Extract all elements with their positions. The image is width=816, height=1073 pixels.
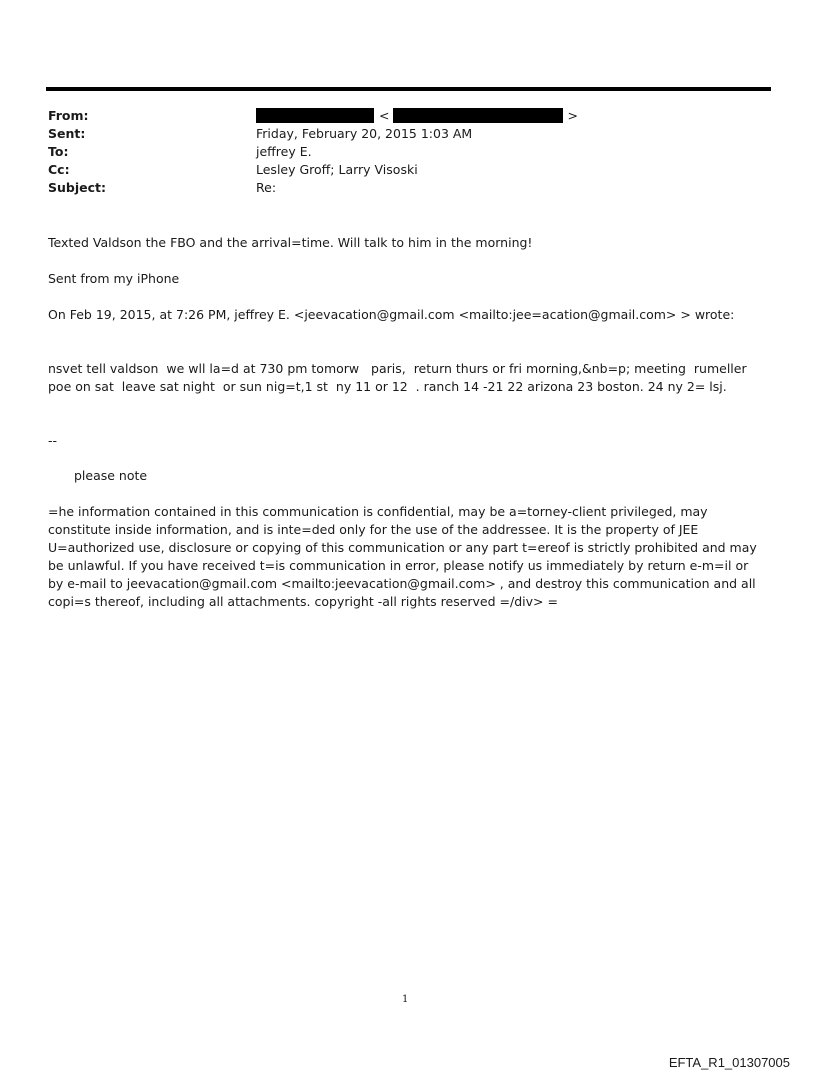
from-label: From: <box>48 108 89 123</box>
from-row <box>48 107 768 125</box>
please-note: please note <box>74 468 148 483</box>
sent-value: Friday, February 20, 2015 1:03 AM <box>256 126 473 141</box>
subject-value: Re: <box>256 180 277 195</box>
cc-label: Cc: <box>48 162 70 177</box>
cc-value: Lesley Groff; Larry Visoski <box>256 162 418 177</box>
sent-row <box>48 125 768 143</box>
cc-row <box>48 161 768 179</box>
subject-row <box>48 179 768 197</box>
signature-separator: -- <box>48 433 58 448</box>
header-divider <box>46 87 771 91</box>
email-header <box>48 107 768 197</box>
to-label: To: <box>48 144 69 159</box>
message-first-line: Texted Valdson the FBO and the arrival=time. Will talk to him in the morning! <box>48 235 533 250</box>
from-value <box>256 107 578 125</box>
confidentiality-disclaimer: =he information contained in this communication is confidential, may be a=torney-client privileged, may constitute inside information, and is inte=ded only for the use of the addressee. It is the property of JEE U=authorized use, disclosure or copying of this communication or any part t=ereof is strictly prohibited and may be unlawful. If you have received t=is communication in error, please notify us immediately by return e-m=il or by e-mail to jeevacation@gmail.com <mailto:jeevacation@gmail.com> , and destroy this communication and all copi=s thereof, including all attachments. copyright -all rights reserved =/div> = <box>48 504 761 609</box>
from-open-bracket: < <box>379 108 390 123</box>
to-row <box>48 143 768 161</box>
from-close-bracket: > <box>567 108 578 123</box>
redacted-sender-name <box>256 108 374 123</box>
quoted-message: nsvet tell valdson we wll la=d at 730 pm tomorw paris, return thurs or fri morning,&nb=p; meeting rumeller poe on sat leave sat night or sun nig=t,1 st ny 11 or 12 . ranch 14 -21 22 arizona 23 boston. 24 ny 2= lsj. <box>48 361 751 394</box>
redacted-sender-email <box>393 108 563 123</box>
quote-header: On Feb 19, 2015, at 7:26 PM, jeffrey E. <jeevacation@gmail.com <mailto:jee=acation@gmail.com> > wrote: <box>48 307 735 322</box>
page-number: 1 <box>402 994 409 1005</box>
subject-label: Subject: <box>48 180 106 195</box>
document-id: EFTA_R1_01307005 <box>668 1055 790 1070</box>
to-value: jeffrey E. <box>256 144 312 159</box>
sent-label: Sent: <box>48 126 86 141</box>
signature-line: Sent from my iPhone <box>48 271 180 286</box>
